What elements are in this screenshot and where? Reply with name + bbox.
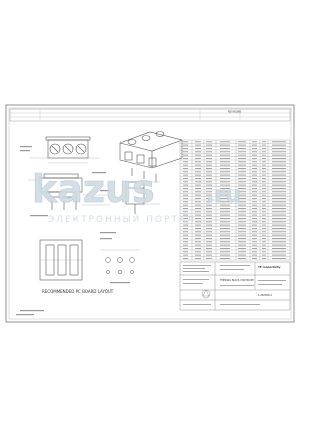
- table-cell-text: [252, 231, 257, 232]
- table-cell-text: [272, 161, 286, 162]
- table-cell-text: [262, 201, 266, 202]
- table-cell-text: [206, 158, 212, 159]
- table-cell-text: [220, 148, 230, 149]
- table-cell-text: [262, 165, 266, 166]
- table-cell-text: [262, 238, 266, 239]
- table-cell-text: [206, 228, 212, 229]
- title-block-fill-lines: [183, 265, 286, 305]
- table-cell-text: [262, 178, 266, 179]
- table-cell-text: [183, 238, 188, 239]
- table-cell-text: [220, 235, 230, 236]
- table-cell-text: [252, 198, 257, 199]
- table-cell-text: [262, 235, 266, 236]
- table-cell-text: [262, 155, 266, 156]
- table-cell-text: [252, 141, 257, 142]
- table-cell-text: [220, 178, 230, 179]
- table-cell-text: [238, 155, 246, 156]
- table-cell-text: [195, 198, 201, 199]
- table-cell-text: [252, 195, 257, 196]
- table-cell-text: [262, 251, 266, 252]
- table-cell-text: [206, 211, 212, 212]
- table-cell-text: [238, 255, 246, 256]
- table-cell-text: [238, 258, 246, 259]
- table-cell-text: [195, 248, 201, 249]
- table-cell-text: [238, 251, 246, 252]
- table-cell-text: [272, 258, 286, 259]
- table-cell-text: [195, 251, 201, 252]
- table-cell-text: [183, 248, 188, 249]
- table-cell-text: [195, 141, 201, 142]
- table-cell-text: [272, 218, 286, 219]
- title-block-text: TERMINAL BLOCK, PCB MOUNT: [220, 279, 254, 282]
- table-cell-text: [220, 208, 230, 209]
- table-cell-text: [252, 155, 257, 156]
- table-cell-text: [183, 208, 188, 209]
- table-cell-text: [272, 208, 286, 209]
- table-cell-text: [206, 175, 212, 176]
- table-cell-text: [195, 258, 201, 259]
- table-cell-text: [272, 235, 286, 236]
- table-cell-text: [252, 225, 257, 226]
- table-cell-text: [272, 225, 286, 226]
- table-cell-text: [262, 175, 266, 176]
- table-cell-text: [272, 178, 286, 179]
- watermark-main: kazus: [32, 167, 155, 211]
- table-cell-text: [183, 245, 188, 246]
- table-cell-text: [238, 228, 246, 229]
- table-cell-text: [195, 155, 201, 156]
- table-cell-text: [183, 191, 188, 192]
- table-cell-text: [220, 151, 230, 152]
- table-cell-text: [183, 171, 188, 172]
- table-cell-text: [183, 168, 188, 169]
- table-cell-text: [220, 161, 230, 162]
- table-cell-text: [252, 148, 257, 149]
- table-cell-text: [183, 251, 188, 252]
- table-cell-text: [195, 158, 201, 159]
- table-cell-text: [206, 255, 212, 256]
- table-cell-text: [195, 208, 201, 209]
- table-cell-text: [238, 225, 246, 226]
- table-cell-text: [195, 238, 201, 239]
- table-cell-text: [195, 228, 201, 229]
- table-cell-text: [252, 241, 257, 242]
- table-cell-text: [252, 205, 257, 206]
- table-cell-text: [183, 235, 188, 236]
- table-cell-text: [220, 241, 230, 242]
- table-cell-text: [195, 205, 201, 206]
- table-cell-text: [272, 238, 286, 239]
- table-cell-text: [195, 161, 201, 162]
- drawing-number: 1-282856-0: [258, 294, 272, 297]
- table-cell-text: [272, 141, 286, 142]
- table-cell-text: [252, 251, 257, 252]
- table-cell-text: [238, 141, 246, 142]
- table-cell-text: [220, 158, 230, 159]
- table-cell-text: [272, 221, 286, 222]
- table-cell-text: [238, 248, 246, 249]
- table-cell-text: [238, 221, 246, 222]
- table-cell-text: [262, 248, 266, 249]
- table-cell-text: [262, 148, 266, 149]
- table-cell-text: [272, 171, 286, 172]
- table-cell-text: [195, 185, 201, 186]
- table-cell-text: [252, 238, 257, 239]
- table-cell-text: [183, 155, 188, 156]
- table-cell-text: [206, 178, 212, 179]
- table-cell-text: [272, 181, 286, 182]
- table-cell-text: [272, 191, 286, 192]
- table-cell-text: [220, 141, 230, 142]
- table-cell-text: [195, 168, 201, 169]
- table-cell-text: [252, 188, 257, 189]
- table-cell-text: [183, 258, 188, 259]
- table-cell-text: [238, 218, 246, 219]
- table-cell-text: [206, 141, 212, 142]
- table-cell-text: [272, 228, 286, 229]
- table-cell-text: [220, 155, 230, 156]
- table-cell-text: [220, 228, 230, 229]
- table-cell-text: [262, 215, 266, 216]
- table-cell-text: [252, 151, 257, 152]
- table-cell-text: [206, 171, 212, 172]
- table-cell-text: [272, 155, 286, 156]
- table-cell-text: [195, 175, 201, 176]
- table-cell-text: [262, 151, 266, 152]
- table-cell-text: [195, 201, 201, 202]
- table-cell-text: [272, 201, 286, 202]
- table-cell-text: [206, 245, 212, 246]
- table-cell-text: [220, 251, 230, 252]
- table-cell-text: [252, 178, 257, 179]
- table-cell-text: [195, 178, 201, 179]
- table-cell-text: [195, 195, 201, 196]
- table-cell-text: [183, 241, 188, 242]
- table-cell-text: [195, 241, 201, 242]
- table-cell-text: [206, 238, 212, 239]
- table-cell-text: [206, 151, 212, 152]
- table-cell-text: [183, 201, 188, 202]
- watermark: [32, 167, 241, 225]
- table-cell-text: [183, 161, 188, 162]
- table-cell-text: [206, 235, 212, 236]
- table-cell-text: [252, 145, 257, 146]
- company-name: TE connectivity: [258, 266, 281, 269]
- table-cell-text: [206, 145, 212, 146]
- table-cell-text: [238, 151, 246, 152]
- table-cell-text: [206, 248, 212, 249]
- table-cell-text: [262, 258, 266, 259]
- table-cell-text: [183, 175, 188, 176]
- table-cell-text: [195, 188, 201, 189]
- table-cell-text: [262, 225, 266, 226]
- table-cell-text: [195, 171, 201, 172]
- table-cell-text: [252, 168, 257, 169]
- table-cell-text: [262, 191, 266, 192]
- table-cell-text: [262, 145, 266, 146]
- table-cell-text: [195, 145, 201, 146]
- table-cell-text: [262, 228, 266, 229]
- table-cell-text: [206, 218, 212, 219]
- table-cell-text: [252, 201, 257, 202]
- table-cell-text: [252, 218, 257, 219]
- table-cell-text: [252, 215, 257, 216]
- table-cell-text: [220, 245, 230, 246]
- table-cell-text: [220, 258, 230, 259]
- table-cell-text: [272, 145, 286, 146]
- table-cell-text: [238, 161, 246, 162]
- table-cell-text: [262, 181, 266, 182]
- table-cell-text: [206, 155, 212, 156]
- table-cell-text: [183, 181, 188, 182]
- table-cell-text: [252, 161, 257, 162]
- table-cell-text: [238, 168, 246, 169]
- table-cell-text: [238, 208, 246, 209]
- table-cell-text: [183, 145, 188, 146]
- table-cell-text: [220, 145, 230, 146]
- table-cell-text: [238, 178, 246, 179]
- table-cell-text: [183, 151, 188, 152]
- table-cell-text: [238, 215, 246, 216]
- table-cell-text: [206, 258, 212, 259]
- table-cell-text: [252, 258, 257, 259]
- table-cell-text: [252, 208, 257, 209]
- table-cell-text: [206, 161, 212, 162]
- table-cell-text: [272, 148, 286, 149]
- table-cell-text: [238, 158, 246, 159]
- table-cell-text: [220, 168, 230, 169]
- table-cell-text: [272, 245, 286, 246]
- table-cell-text: [220, 248, 230, 249]
- table-cell-text: [206, 225, 212, 226]
- table-cell-text: [262, 168, 266, 169]
- table-cell-text: [220, 231, 230, 232]
- table-cell-text: [220, 255, 230, 256]
- table-cell-text: [183, 165, 188, 166]
- table-cell-text: [262, 141, 266, 142]
- table-cell-text: [252, 185, 257, 186]
- pcb-layout-view: [40, 240, 82, 280]
- table-cell-text: [206, 221, 212, 222]
- table-cell-text: [238, 235, 246, 236]
- table-cell-text: [238, 175, 246, 176]
- table-cell-text: [252, 165, 257, 166]
- table-cell-text: [252, 171, 257, 172]
- table-cell-text: [206, 148, 212, 149]
- table-cell-text: [262, 231, 266, 232]
- table-cell-text: [195, 211, 201, 212]
- table-cell-text: [206, 231, 212, 232]
- table-cell-text: [272, 165, 286, 166]
- table-cell-text: [183, 185, 188, 186]
- table-cell-text: [262, 245, 266, 246]
- watermark-tld: .ru: [206, 183, 241, 208]
- table-cell-text: [220, 175, 230, 176]
- table-cell-text: [238, 245, 246, 246]
- table-cell-text: [272, 185, 286, 186]
- table-cell-text: [220, 238, 230, 239]
- table-cell-text: [262, 255, 266, 256]
- table-cell-text: [272, 151, 286, 152]
- table-cell-text: [238, 231, 246, 232]
- table-cell-text: [183, 255, 188, 256]
- table-cell-text: [262, 161, 266, 162]
- table-cell-text: [262, 171, 266, 172]
- table-cell-text: [195, 235, 201, 236]
- table-cell-text: [272, 195, 286, 196]
- table-cell-text: [206, 251, 212, 252]
- table-cell-text: [238, 148, 246, 149]
- table-cell-text: [238, 211, 246, 212]
- table-cell-text: [262, 211, 266, 212]
- table-cell-text: [183, 141, 188, 142]
- table-cell-text: [238, 171, 246, 172]
- table-cell-text: [183, 211, 188, 212]
- table-cell-text: [262, 185, 266, 186]
- table-cell-text: [195, 151, 201, 152]
- table-cell-text: [220, 225, 230, 226]
- table-cell-text: [272, 198, 286, 199]
- table-cell-text: [262, 208, 266, 209]
- table-cell-text: [206, 208, 212, 209]
- table-cell-text: [220, 218, 230, 219]
- table-cell-text: [220, 215, 230, 216]
- table-cell-text: [206, 215, 212, 216]
- table-cell-text: [183, 158, 188, 159]
- table-cell-text: [262, 241, 266, 242]
- table-cell-text: [195, 191, 201, 192]
- table-cell-text: [262, 205, 266, 206]
- watermark-sub: ЭЛЕКТРОННЫЙ ПОРТАЛ: [48, 215, 196, 225]
- table-cell-text: [238, 145, 246, 146]
- revision-title: REVISIONS: [228, 110, 241, 114]
- table-cell-text: [262, 198, 266, 199]
- table-cell-text: [262, 195, 266, 196]
- table-cell-text: [183, 178, 188, 179]
- table-cell-text: [252, 228, 257, 229]
- table-cell-text: [252, 235, 257, 236]
- table-cell-text: [252, 255, 257, 256]
- table-cell-text: [252, 181, 257, 182]
- table-cell-text: [195, 255, 201, 256]
- table-cell-text: [195, 181, 201, 182]
- table-cell-text: [183, 228, 188, 229]
- table-cell-text: [195, 165, 201, 166]
- table-cell-text: [262, 221, 266, 222]
- table-cell-text: [195, 148, 201, 149]
- table-cell-text: [206, 165, 212, 166]
- revision-block: [10, 109, 290, 121]
- table-cell-text: [238, 165, 246, 166]
- table-cell-text: [195, 231, 201, 232]
- table-cell-text: [206, 168, 212, 169]
- table-cell-text: [272, 241, 286, 242]
- table-cell-text: [220, 171, 230, 172]
- table-cell-text: [238, 241, 246, 242]
- table-cell-text: [252, 221, 257, 222]
- table-cell-text: [262, 188, 266, 189]
- table-cell-text: [252, 191, 257, 192]
- table-cell-text: [183, 195, 188, 196]
- table-cell-text: [252, 245, 257, 246]
- table-cell-text: [272, 188, 286, 189]
- pcb-holes: [100, 250, 140, 274]
- front-view: [30, 137, 100, 163]
- table-cell-text: [252, 211, 257, 212]
- table-cell-text: [272, 215, 286, 216]
- table-cell-text: [272, 211, 286, 212]
- table-cell-text: [238, 238, 246, 239]
- table-cell-text: [272, 175, 286, 176]
- table-cell-text: [272, 231, 286, 232]
- table-cell-text: [183, 188, 188, 189]
- table-cell-text: [272, 168, 286, 169]
- table-cell-text: [220, 221, 230, 222]
- table-cell-text: [183, 148, 188, 149]
- table-cell-text: [262, 218, 266, 219]
- table-cell-text: [272, 158, 286, 159]
- table-cell-text: [272, 248, 286, 249]
- table-cell-text: [272, 255, 286, 256]
- table-cell-text: [220, 165, 230, 166]
- table-cell-text: [206, 241, 212, 242]
- inner-border: [9, 108, 291, 319]
- table-cell-text: [195, 245, 201, 246]
- table-cell-text: [272, 205, 286, 206]
- table-cell-text: [183, 205, 188, 206]
- table-cell-text: [220, 211, 230, 212]
- table-cell-text: [252, 158, 257, 159]
- table-cell-text: [272, 251, 286, 252]
- table-cell-text: [183, 231, 188, 232]
- table-cell-text: [262, 158, 266, 159]
- table-cell-text: [252, 175, 257, 176]
- table-cell-text: [252, 248, 257, 249]
- pcb-layout-caption: RECOMMENDED PC BOARD LAYOUT: [42, 289, 114, 294]
- table-cell-text: [183, 198, 188, 199]
